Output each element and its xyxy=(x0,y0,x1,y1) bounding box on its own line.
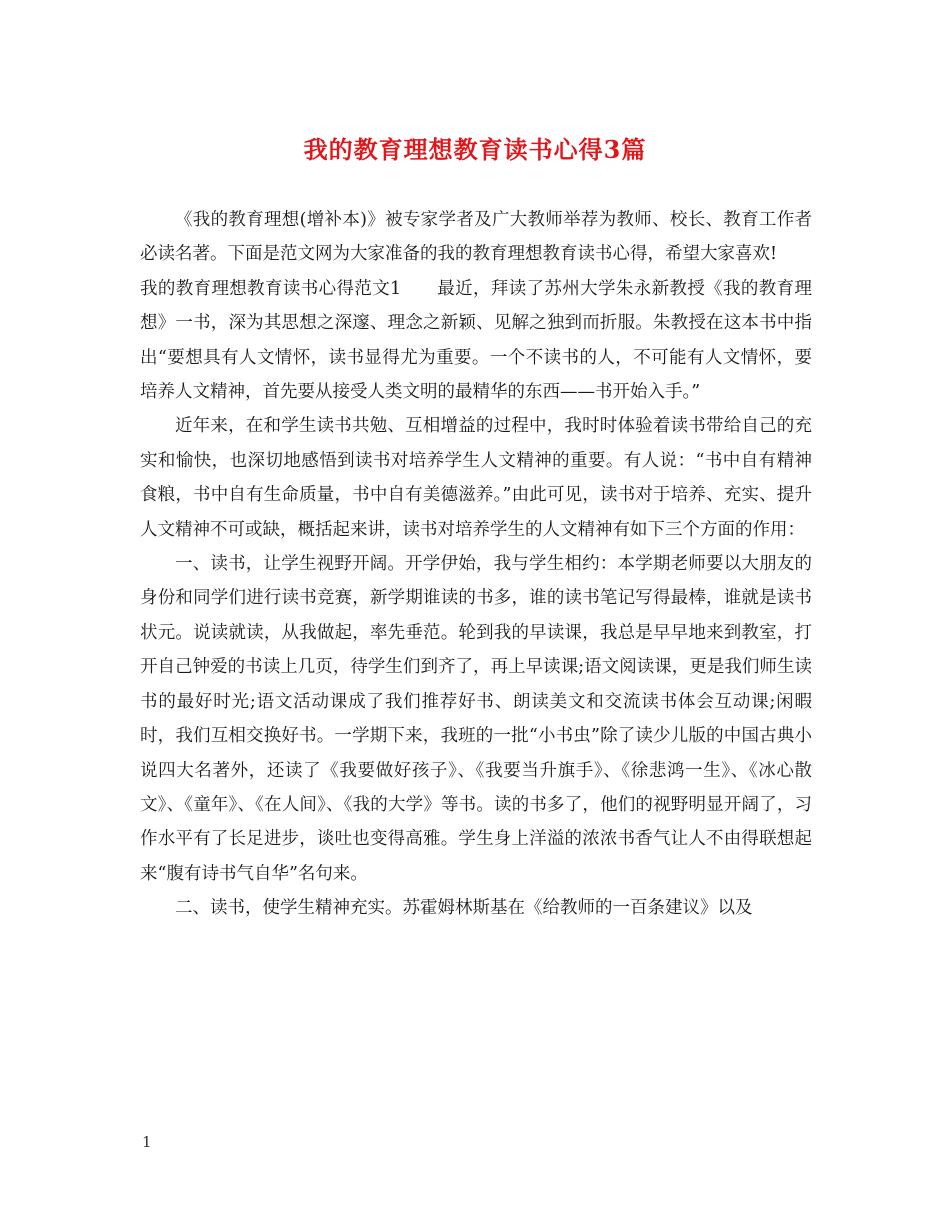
essay-one-opening-paragraph: 我的教育理想教育读书心得范文1 最近，拜读了苏州大学朱永新教授《我的教育理想》一书，深为其思想之深邃、理念之新颖、见解之独到而折服。朱教授在这本书中指出“要想具有人文情怀，读书显得尤为重要。一个不读书的人，不可能有人文情怀，要培养人文精神，首先要从接受人类文明的最精华的东西——书开始入手。” xyxy=(140,278,812,403)
document-body xyxy=(140,203,812,926)
intro-paragraph: 《我的教育理想(增补本)》被专家学者及广大教师举荐为教师、校长、教育工作者必读名著。下面是范文网为大家准备的我的教育理想教育读书心得，希望大家喜欢! xyxy=(140,210,812,265)
page-number: 1 xyxy=(142,1133,152,1151)
document-title: 我的教育理想教育读书心得3篇 xyxy=(303,135,647,164)
body-paragraph: 近年来，在和学生读书共勉、互相增益的过程中，我时时体验着读书带给自己的充实和愉快，也深切地感悟到读书对培养学生人文精神的重要。有人说：“书中自有精神食粮，书中自有生命质量，书中自有美德滋养。”由此可见，读书对于培养、充实、提升人文精神不可或缺，概括起来讲，读书对培养学生的人文精神有如下三个方面的作用： xyxy=(140,416,812,540)
point-two-paragraph: 二、读书，使学生精神充实。苏霍姆林斯基在《给教师的一百条建议》以及 xyxy=(175,898,753,919)
point-one-paragraph: 一、读书，让学生视野开阔。开学伊始，我与学生相约：本学期老师要以大朋友的身份和同学们进行读书竞赛，新学期谁读的书多，谁的读书笔记写得最棒，谁就是读书状元。说读就读，从我做起，率先垂范。轮到我的早读课，我总是早早地来到教室，打开自己钟爱的书读上几页，待学生们到齐了，再上早读课;语文阅读课，更是我们师生读书的最好时光;语文活动课成了我们推荐好书、朗读美文和交流读书体会互动课;闲暇时，我们互相交换好书。一学期下来，我班的一批“小书虫”除了读少儿版的中国古典小说四大名著外，还读了《我要做好孩子》、《我要当升旗手》、《徐悲鸿一生》、《冰心散文》、《童年》、《在人间》、《我的大学》等书。读的书多了，他们的视野明显开阔了，习作水平有了长足进步，谈吐也变得高雅。学生身上洋溢的浓浓书香气让人不由得联想起来“腹有诗书气自华”名句来。 xyxy=(140,554,812,884)
